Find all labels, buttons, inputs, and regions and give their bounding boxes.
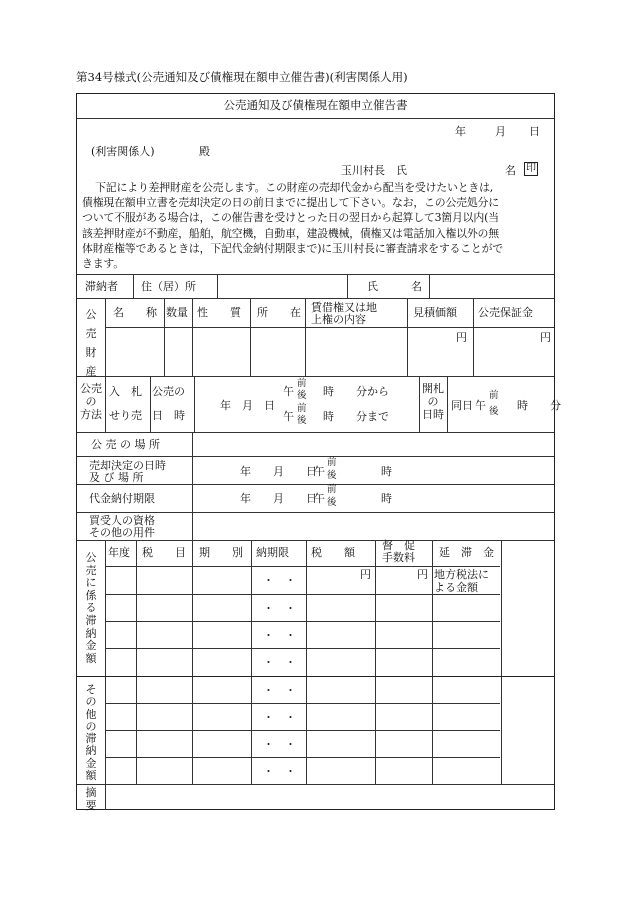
side-char: 滞 <box>85 732 97 746</box>
opening-gozen: 午 <box>475 399 486 412</box>
due-dots: ・ ・ <box>263 574 296 587</box>
opening-time: 時 分 <box>517 399 561 412</box>
body-line: 債権現在額申立書を売却決定の日の前日までに提出して下さい。なお，この公売処分に <box>82 196 499 210</box>
side-char: そ <box>85 683 97 696</box>
addressee-label: (利害関係人) <box>91 145 155 158</box>
payment-gozen: 午 <box>314 492 325 505</box>
name-label: 氏 名 <box>367 280 422 293</box>
until-pm: 後 <box>297 415 307 426</box>
side-char: 財 <box>85 346 97 359</box>
property-side-label <box>81 308 101 378</box>
side-char: 額 <box>85 769 97 783</box>
estimate-yen: 円 <box>456 331 467 344</box>
arrears-header-fee-2: 手数料 <box>382 551 415 564</box>
side-char: 産 <box>85 365 97 378</box>
notice-form <box>76 93 561 812</box>
side-char: 額 <box>85 651 97 665</box>
remarks-label <box>81 786 101 812</box>
method-side-label <box>78 382 104 421</box>
side-char: の <box>85 395 97 408</box>
opening-char: の <box>427 395 439 408</box>
auction-date-label-2: 日 時 <box>152 409 185 422</box>
date-month: 月 <box>495 125 506 138</box>
arrears-header-amount: 税 額 <box>311 546 355 559</box>
method-negotiated: せり売 <box>109 409 142 422</box>
auction-date-label-1: 公売の <box>152 385 185 398</box>
same-day: 同日 <box>451 399 473 412</box>
payment-pm: 後 <box>327 497 337 508</box>
decision-gozen: 午 <box>314 465 325 478</box>
decision-am: 前 <box>327 457 337 468</box>
seal-mark: 印 <box>526 163 536 174</box>
form-number-label: 第34号様式(公売通知及び債権現在額申立催告書)(利害関係人用) <box>76 70 408 84</box>
arrears-header-due: 納期限 <box>256 546 289 559</box>
notice-body <box>82 180 549 271</box>
side-char: 金 <box>85 756 97 770</box>
due-dots: ・ ・ <box>263 684 296 697</box>
arrears-header-late: 延 滞 金 <box>439 546 494 559</box>
other-arrears-side-label <box>81 684 101 782</box>
date-year: 年 <box>455 125 466 138</box>
side-char: 金 <box>85 639 97 653</box>
decision-label-1: 売却決定の日時 <box>89 459 166 472</box>
due-dots: ・ ・ <box>263 711 296 724</box>
header-lease-2: 上権の内容 <box>311 313 366 326</box>
address-label: 住（居）所 <box>141 280 196 293</box>
body-line: 体財産権等であるときは，下記代金納付期限まで)に玉川村長に審査請求をすることがで <box>82 241 503 255</box>
side-char: 売 <box>85 327 97 340</box>
side-char: の <box>85 695 97 709</box>
due-dots: ・ ・ <box>263 629 296 642</box>
issuer-title: 玉川村長 氏 <box>341 164 407 177</box>
header-name: 名 称 <box>113 306 157 319</box>
decision-label-2: 及 び 場 所 <box>89 471 144 484</box>
due-dots: ・ ・ <box>263 602 296 615</box>
opening-pm: 後 <box>489 406 499 417</box>
method-bid: 入 札 <box>109 385 142 398</box>
local-tax-label-1: 地方税法に <box>434 568 489 581</box>
decision-ymd: 年 月 日 <box>240 465 317 478</box>
header-location: 所 在 <box>257 306 301 319</box>
arrears-header-period: 期 別 <box>199 546 243 559</box>
from-pm: 後 <box>297 390 307 401</box>
side-char: 公 <box>85 551 97 564</box>
date-day: 日 <box>529 125 540 138</box>
side-char: の <box>85 719 97 733</box>
issuer-name-label: 名 <box>505 164 516 177</box>
side-char: 方法 <box>80 408 102 421</box>
remarks-char: 要 <box>85 799 97 812</box>
from-am: 前 <box>297 378 307 389</box>
until-time: 時 分まで <box>323 410 389 423</box>
amount-yen: 円 <box>360 568 371 581</box>
decision-hour: 時 <box>381 465 392 478</box>
from-time: 時 分から <box>323 385 389 398</box>
side-char: 滞 <box>85 613 97 627</box>
due-dots: ・ ・ <box>263 765 296 778</box>
remarks-char: 摘 <box>85 786 97 799</box>
body-line: 下記により差押財産を公売します。この財産の売却代金から配当を受けたいときは, <box>95 181 494 194</box>
arrears-header-year: 年度 <box>108 546 130 559</box>
addressee-honorific: 殿 <box>199 145 210 158</box>
side-char: る <box>85 601 97 615</box>
payment-label: 代金納付期限 <box>89 492 155 505</box>
buyer-label-1: 買受人の資格 <box>89 514 155 527</box>
until-gozen: 午 <box>283 410 294 423</box>
arrears-header-fee-1: 督 促 <box>382 539 415 552</box>
side-char: 公売 <box>80 382 102 395</box>
decision-pm: 後 <box>327 470 337 481</box>
header-estimate: 見積価額 <box>413 306 457 319</box>
side-char: に <box>85 576 97 590</box>
due-dots: ・ ・ <box>263 738 296 751</box>
local-tax-label-2: よる金額 <box>434 581 478 594</box>
payment-hour: 時 <box>381 492 392 505</box>
arrears-side-label <box>81 552 101 665</box>
opening-am: 前 <box>489 390 499 401</box>
from-gozen: 午 <box>283 385 294 398</box>
arrears-header-tax: 税 目 <box>142 546 186 559</box>
deposit-yen: 円 <box>540 331 551 344</box>
body-line: 該差押財産が不動産，船舶，航空機，自動車，建設機械，債権又は電話加入権以外の無 <box>82 226 499 240</box>
side-char: 納 <box>85 626 97 640</box>
due-dots: ・ ・ <box>263 656 296 669</box>
opening-char: 日時 <box>422 408 444 421</box>
header-qty: 数量 <box>166 306 188 319</box>
header-lease-1: 賃借権又は地 <box>311 301 377 314</box>
side-char: 係 <box>85 588 97 602</box>
side-char: 売 <box>85 563 97 577</box>
buyer-label-2: その他の用件 <box>89 526 155 539</box>
payment-ymd: 年 月 日 <box>240 492 317 505</box>
opening-label <box>420 382 446 421</box>
side-char: 他 <box>85 707 97 721</box>
body-line: きます。 <box>82 257 124 271</box>
fee-yen: 円 <box>417 568 428 581</box>
body-line: ついて不服がある場合は，この催告書を受けとった日の翌日から起算して3箇月以内(当 <box>82 211 499 225</box>
until-am: 前 <box>297 403 307 414</box>
opening-char: 開札 <box>422 382 444 395</box>
auction-ymd: 年 月 日 <box>220 399 275 412</box>
side-char: 納 <box>85 744 97 758</box>
form-title: 公売通知及び債権現在額申立催告書 <box>223 98 408 112</box>
header-nature: 性 質 <box>197 306 241 319</box>
payment-am: 前 <box>327 484 337 495</box>
side-char: 公 <box>85 308 97 321</box>
delinquent-label: 滞納者 <box>85 280 118 293</box>
place-label: 公 売 の 場 所 <box>91 438 160 451</box>
header-deposit: 公売保証金 <box>478 306 533 319</box>
